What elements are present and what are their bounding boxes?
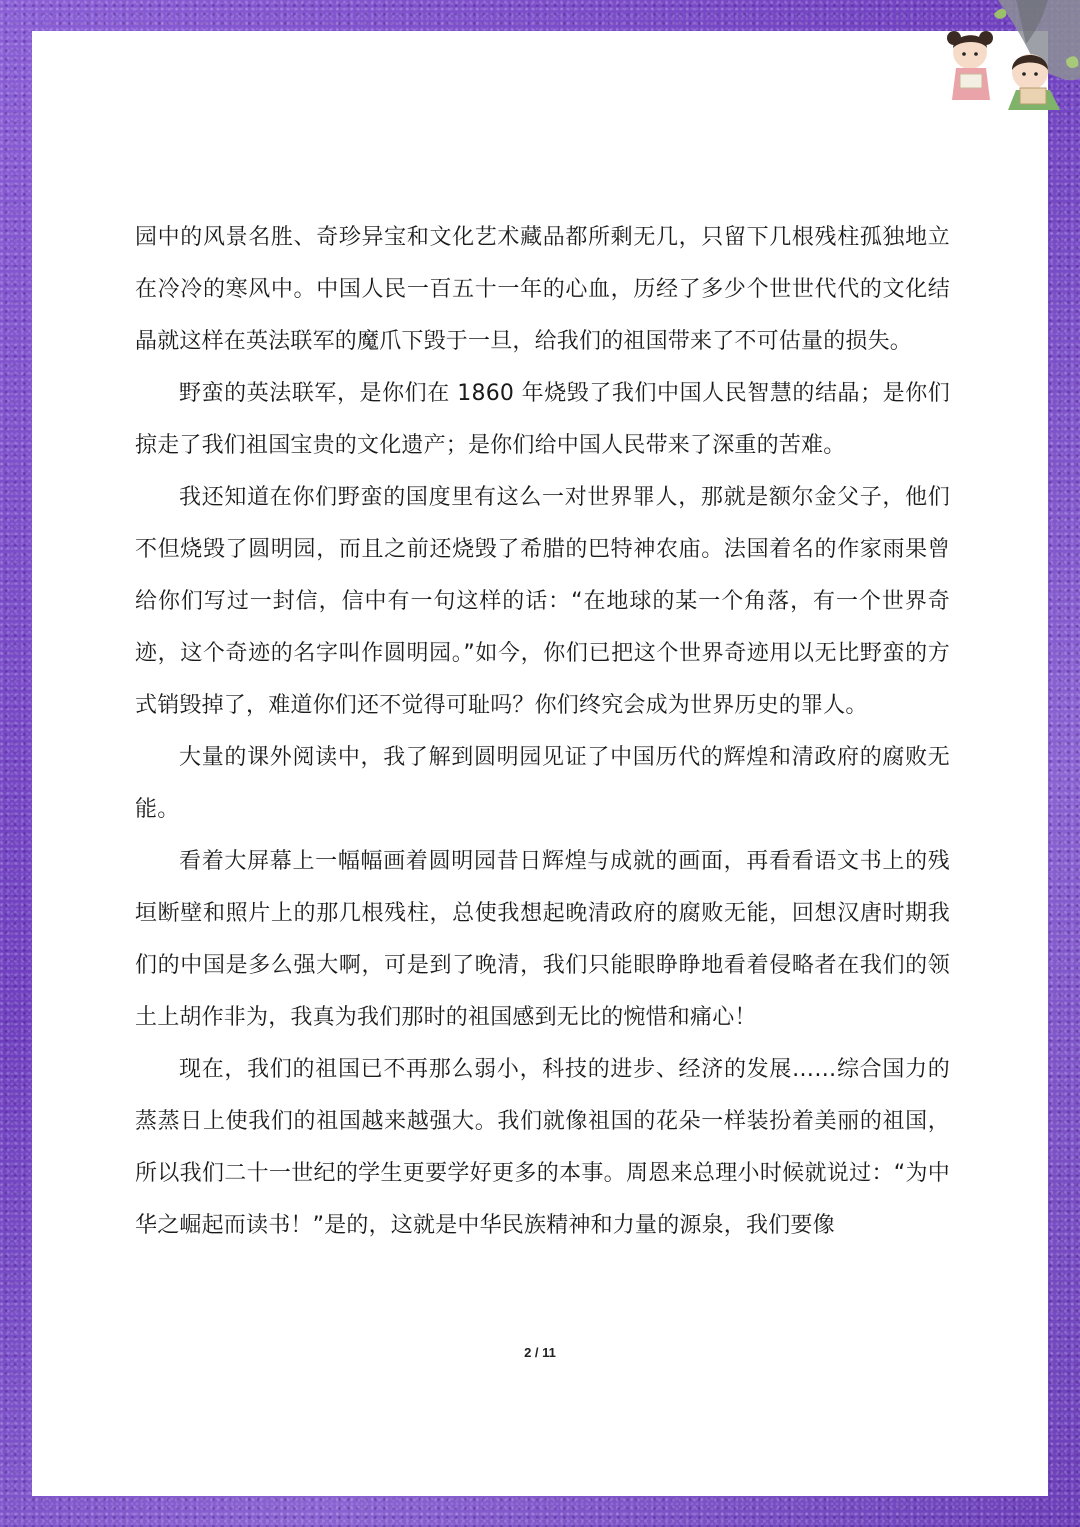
document-page xyxy=(32,31,1048,1496)
paragraph-2: 野蛮的英法联军，是你们在 1860 年烧毁了我们中国人民智慧的结晶；是你们掠走了我们祖国宝贵的文化遗产；是你们给中国人民带来了深重的苦难。 xyxy=(135,381,950,458)
reading-children-illustration xyxy=(938,0,1080,112)
paragraph-3: 我还知道在你们野蛮的国度里有这么一对世界罪人，那就是额尔金父子，他们不但烧毁了圆明园，而且之前还烧毁了希腊的巴特神农庙。法国着名的作家雨果曾给你们写过一封信，信中有一句这样的话：“在地球的某一个角落，有一个世界奇迹，这个奇迹的名字叫作圆明园。”如今，你们已把这个世界奇迹用以无比野蛮的方式销毁掉了，难道你们还不觉得可耻吗？你们终究会成为世界历史的罪人。 xyxy=(135,485,950,718)
paragraph-4: 大量的课外阅读中，我了解到圆明园见证了中国历代的辉煌和清政府的腐败无能。 xyxy=(135,745,950,822)
article-body xyxy=(135,212,950,1252)
page-number: 2 / 11 xyxy=(524,1345,556,1360)
paragraph-1: 园中的风景名胜、奇珍异宝和文化艺术藏品都所剩无几，只留下几根残柱孤独地立在冷冷的寒风中。中国人民一百五十一年的心血，历经了多少个世世代代的文化结晶就这样在英法联军的魔爪下毁于一旦，给我们的祖国带来了不可估量的损失。 xyxy=(135,225,950,354)
paragraph-6: 现在，我们的祖国已不再那么弱小，科技的进步、经济的发展……综合国力的蒸蒸日上使我们的祖国越来越强大。我们就像祖国的花朵一样装扮着美丽的祖国，所以我们二十一世纪的学生更要学好更多的本事。周恩来总理小时候就说过：“为中华之崛起而读书！”是的，这就是中华民族精神和力量的源泉，我们要像 xyxy=(135,1057,950,1238)
paragraph-5: 看着大屏幕上一幅幅画着圆明园昔日辉煌与成就的画面，再看看语文书上的残垣断壁和照片上的那几根残柱，总使我想起晚清政府的腐败无能，回想汉唐时期我们的中国是多么强大啊，可是到了晚清，我们只能眼睁睁地看着侵略者在我们的领土上胡作非为，我真为我们那时的祖国感到无比的惋惜和痛心！ xyxy=(135,849,950,1030)
